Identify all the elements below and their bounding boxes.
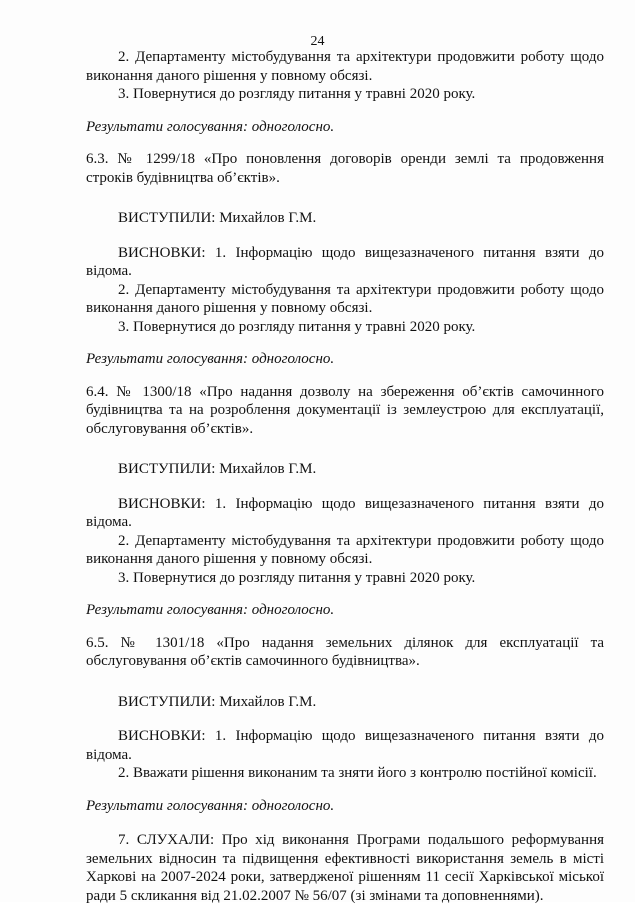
paragraph-gap — [86, 187, 604, 209]
paragraph-gap — [86, 228, 604, 244]
text-line: строків будівництва об’єктів». — [86, 169, 604, 188]
paragraph-gap — [86, 671, 604, 693]
text-line: 3. Повернутися до розгляду питання у травні 2020 року. — [86, 85, 604, 104]
paragraph-gap — [86, 369, 604, 383]
paragraph-gap — [86, 711, 604, 727]
document-body — [86, 48, 604, 905]
voting-result-line: Результати голосування: одноголосно. — [86, 350, 604, 369]
voting-result-line: Результати голосування: одноголосно. — [86, 601, 604, 620]
paragraph-gap — [86, 783, 604, 797]
paragraph-gap — [86, 815, 604, 831]
voting-result-line: Результати голосування: одноголосно. — [86, 118, 604, 137]
text-line: ВИСНОВКИ: 1. Інформацію щодо вищезазначеного питання взяти до — [86, 727, 604, 746]
paragraph-gap — [86, 620, 604, 634]
text-line: ради 5 скликання від 21.02.2007 № 56/07 (зі змінами та доповненнями). — [86, 887, 604, 905]
text-line: відома. — [86, 513, 604, 532]
text-line: виконання даного рішення у повному обсязі. — [86, 550, 604, 569]
text-line: 2. Департаменту містобудування та архітектури продовжити роботу щодо — [86, 532, 604, 551]
paragraph-gap — [86, 479, 604, 495]
text-line: ВИСТУПИЛИ: Михайлов Г.М. — [86, 460, 604, 479]
text-line: відома. — [86, 262, 604, 281]
paragraph-gap — [86, 587, 604, 601]
text-line: ВИСТУПИЛИ: Михайлов Г.М. — [86, 693, 604, 712]
text-line: обслуговування об’єктів». — [86, 420, 604, 439]
paragraph-gap — [86, 336, 604, 350]
text-line: земельних відносин та підвищення ефективності використання земель в місті — [86, 850, 604, 869]
page-number: 24 — [0, 34, 635, 50]
paragraph-gap — [86, 104, 604, 118]
text-line: ВИСНОВКИ: 1. Інформацію щодо вищезазначеного питання взяти до — [86, 244, 604, 263]
text-line: 2. Департаменту містобудування та архітектури продовжити роботу щодо — [86, 281, 604, 300]
text-line: 3. Повернутися до розгляду питання у травні 2020 року. — [86, 318, 604, 337]
text-line: ВИСНОВКИ: 1. Інформацію щодо вищезазначеного питання взяти до — [86, 495, 604, 514]
voting-result-line: Результати голосування: одноголосно. — [86, 797, 604, 816]
text-line: 2. Вважати рішення виконаним та зняти його з контролю постійної комісії. — [86, 764, 604, 783]
text-line: 7. СЛУХАЛИ: Про хід виконання Програми подальшого реформування — [86, 831, 604, 850]
paragraph-gap — [86, 438, 604, 460]
text-line: 6.4. № 1300/18 «Про надання дозволу на збереження об’єктів самочинного — [86, 383, 604, 402]
text-line: 6.5. № 1301/18 «Про надання земельних ділянок для експлуатації та — [86, 634, 604, 653]
text-line: 6.3. № 1299/18 «Про поновлення договорів оренди землі та продовження — [86, 150, 604, 169]
text-line: відома. — [86, 746, 604, 765]
text-line: обслуговування об’єктів самочинного будівництва». — [86, 652, 604, 671]
text-line: 2. Департаменту містобудування та архітектури продовжити роботу щодо — [86, 48, 604, 67]
text-line: ВИСТУПИЛИ: Михайлов Г.М. — [86, 209, 604, 228]
text-line: Харкові на 2007-2024 роки, затвердженої рішенням 11 сесії Харківської міської — [86, 868, 604, 887]
paragraph-gap — [86, 136, 604, 150]
text-line: виконання даного рішення у повному обсязі. — [86, 67, 604, 86]
text-line: виконання даного рішення у повному обсязі. — [86, 299, 604, 318]
text-line: 3. Повернутися до розгляду питання у травні 2020 року. — [86, 569, 604, 588]
text-line: будівництва та на розроблення документації із землеустрою для експлуатації, — [86, 401, 604, 420]
